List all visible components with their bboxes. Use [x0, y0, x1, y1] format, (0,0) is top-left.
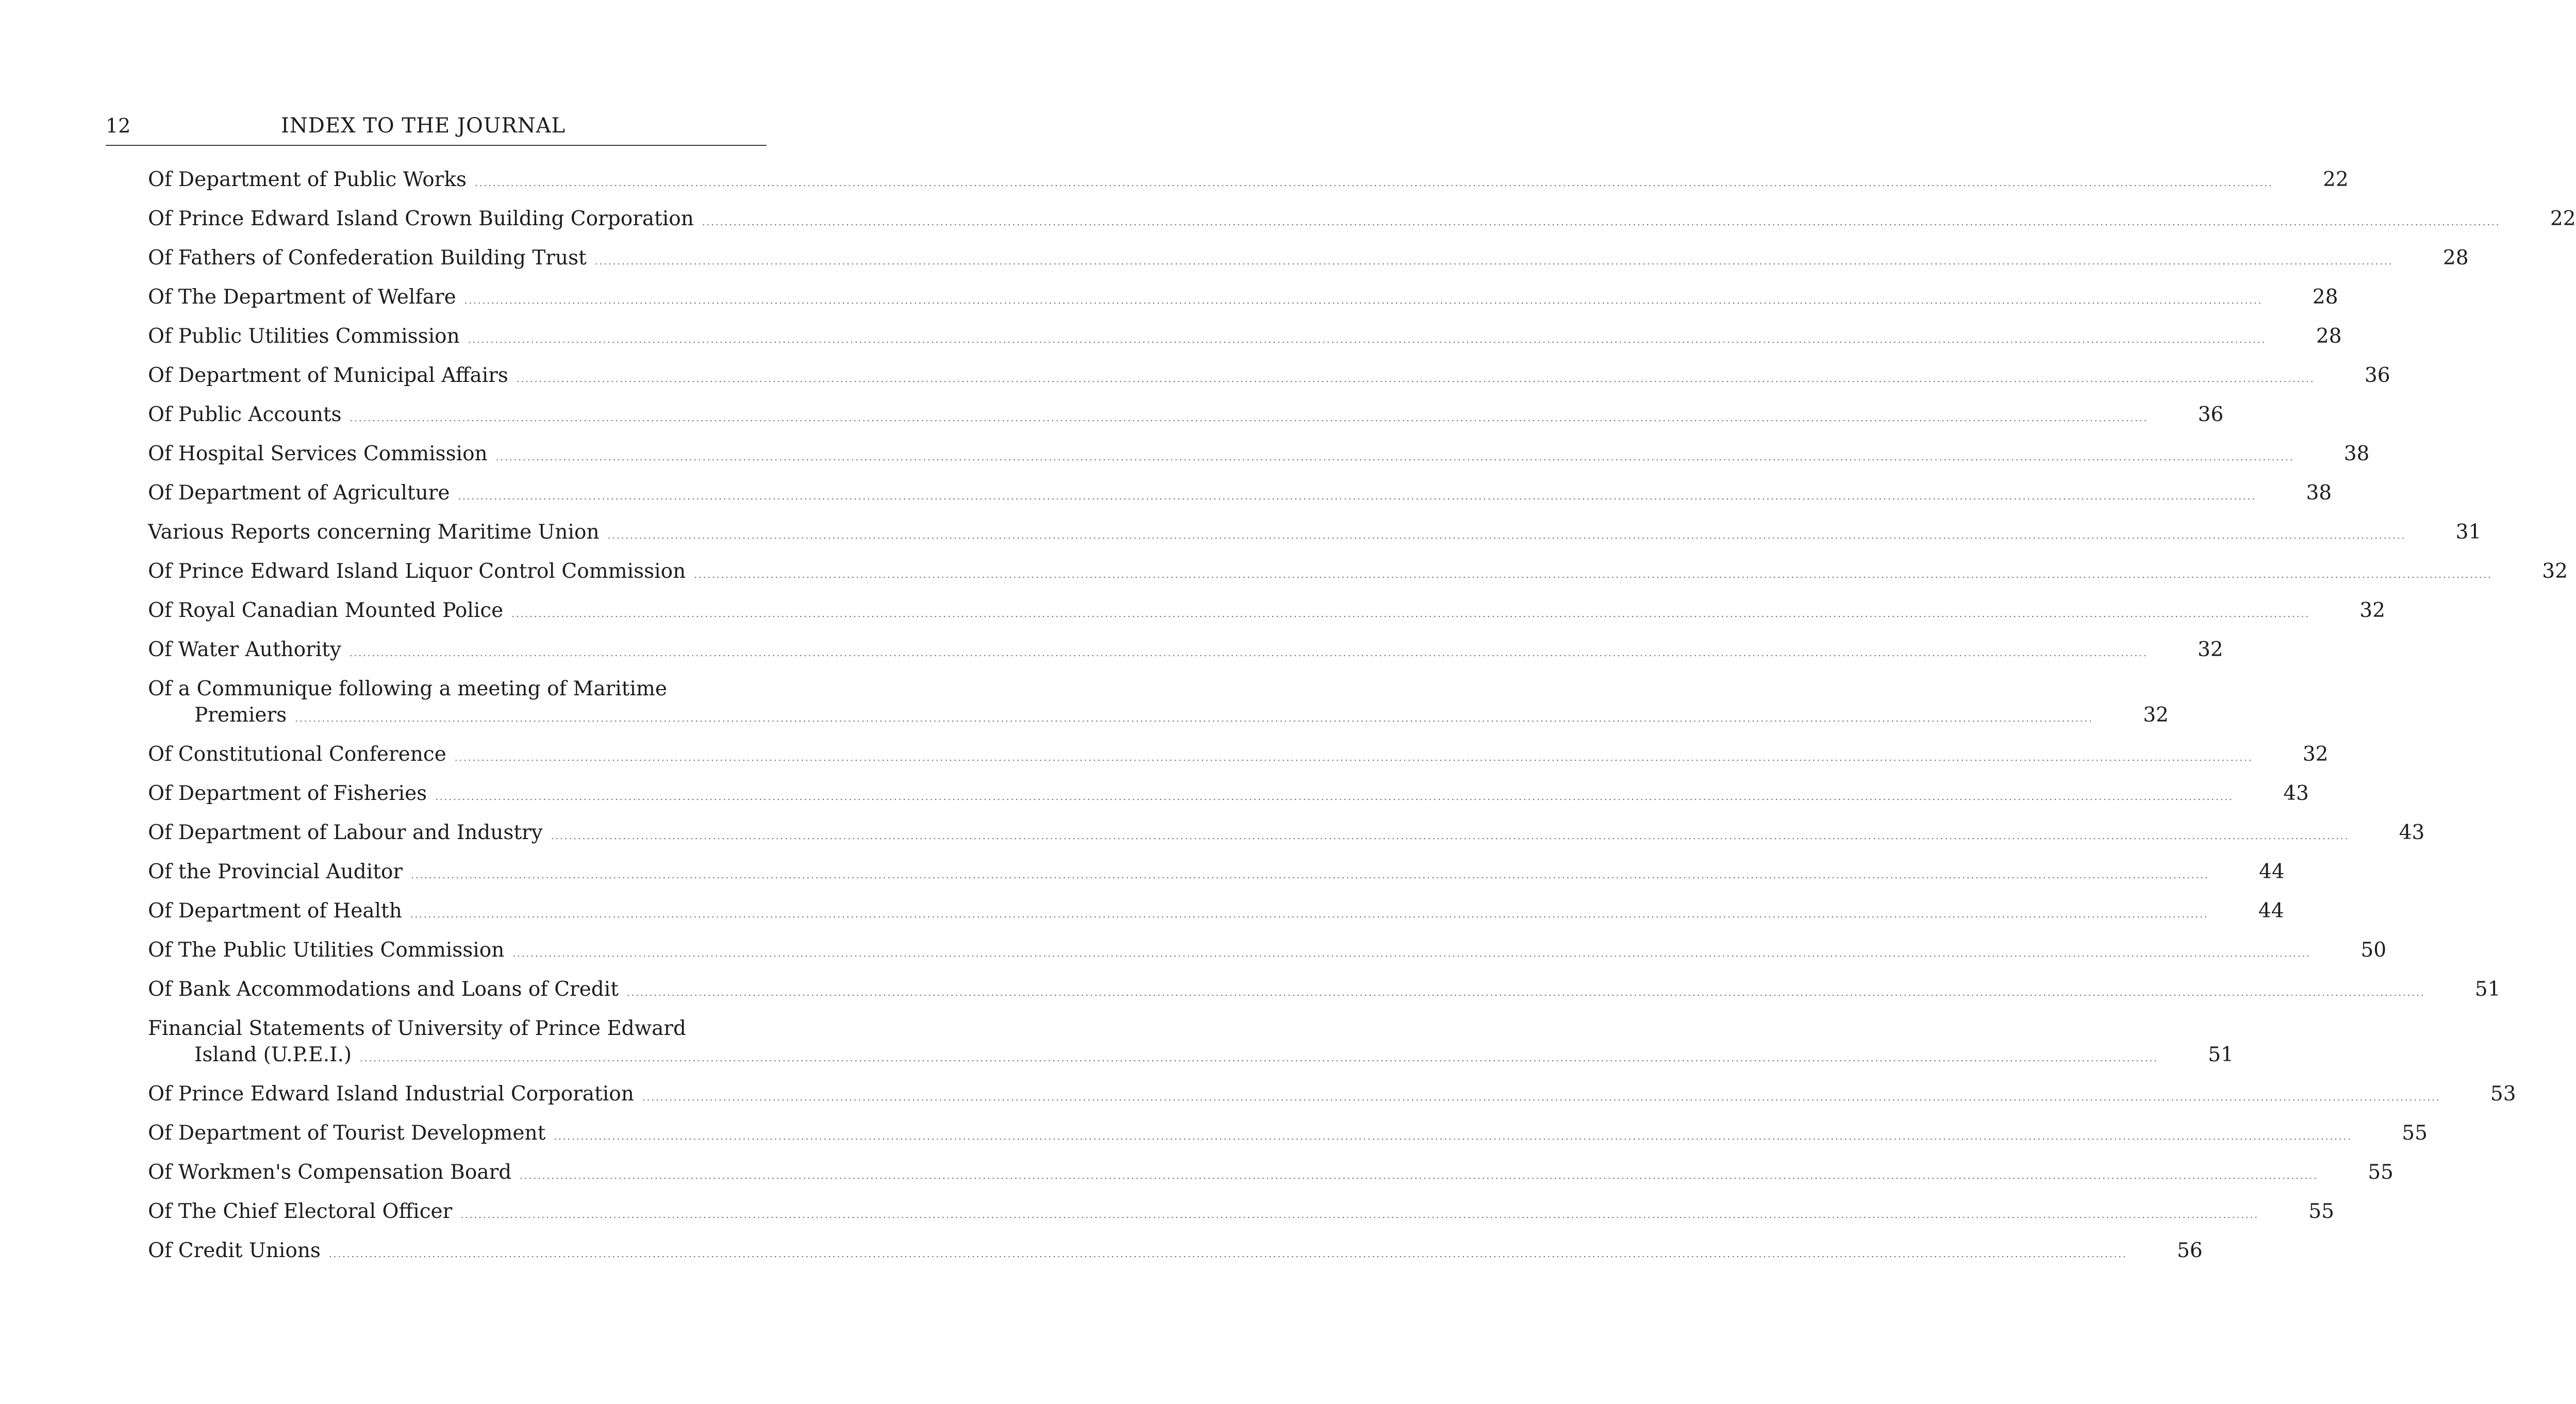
index-entry	[148, 1198, 2334, 1238]
index-entry-page: 56	[2176, 1239, 2203, 1262]
index-entry	[148, 558, 2568, 597]
index-entry-label: Various Reports concerning Maritime Union	[148, 521, 600, 544]
index-entry-label: Of Credit Unions	[148, 1239, 321, 1262]
index-entry-line	[148, 166, 2349, 193]
index-entry-label: Of Prince Edward Island Industrial Corporation	[148, 1082, 634, 1106]
index-entry	[148, 937, 2387, 976]
dot-leader: ................................................................................................................................................................................................................................................................................................................................................................................................................	[295, 713, 2093, 724]
dot-leader: ................................................................................................................................................................................................................................................................................................................................................................................................................	[350, 413, 2149, 424]
index-entry-page: 36	[2364, 364, 2390, 387]
index-entry-label: Of the Provincial Auditor	[148, 860, 403, 883]
index-entry-line	[194, 1042, 2234, 1068]
index-entry-continuation: Island (U.P.E.I.)	[194, 1043, 352, 1066]
index-entry-label: Of Fathers of Confederation Building Trust	[148, 246, 587, 270]
header-rule	[106, 145, 767, 146]
index-entry-label: Of a Communique following a meeting of Maritime	[148, 677, 667, 700]
running-head: INDEX TO THE JOURNAL	[280, 114, 566, 138]
index-entry-continuation: Premiers	[194, 704, 287, 727]
index-entry-page: 32	[2197, 638, 2223, 661]
index-entry-label: Of Public Utilities Commission	[148, 325, 460, 348]
dot-leader: ................................................................................................................................................................................................................................................................................................................................................................................................................	[495, 452, 2295, 463]
index-entry-page: 43	[2283, 782, 2309, 805]
index-entry	[148, 1120, 2428, 1159]
index-entry-line	[148, 976, 2501, 1003]
index-entry-page: 50	[2361, 939, 2387, 962]
page-number: 12	[106, 114, 131, 137]
index-entry-label: Of Workmen's Compensation Board	[148, 1161, 512, 1184]
index-entry-line	[148, 284, 2338, 311]
index-entry-line	[148, 441, 2370, 467]
index-entry-page: 43	[2399, 821, 2425, 844]
index-entry-line	[148, 519, 2482, 546]
index-entry-label: Of Department of Agriculture	[148, 481, 450, 505]
index-entry	[148, 245, 2469, 284]
index-entry-label: Of Department of Public Works	[148, 168, 467, 191]
index-entry-line	[148, 780, 2309, 807]
dot-leader: ................................................................................................................................................................................................................................................................................................................................................................................................................	[642, 1092, 2441, 1103]
index-entry-label: Of Hospital Services Commission	[148, 442, 488, 465]
dot-leader: ................................................................................................................................................................................................................................................................................................................................................................................................................	[516, 374, 2315, 385]
dot-leader: ................................................................................................................................................................................................................................................................................................................................................................................................................	[551, 831, 2350, 842]
index-entry	[148, 362, 2390, 402]
index-entry-page: 32	[2542, 560, 2568, 583]
index-entry	[148, 780, 2309, 820]
index-entry-page: 32	[2359, 599, 2385, 622]
index-entry-page: 38	[2306, 481, 2332, 505]
index-entry	[148, 1238, 2203, 1277]
index-entry-line	[148, 558, 2568, 585]
index-entry-page: 38	[2344, 442, 2370, 465]
index-entry-line	[148, 402, 2224, 428]
index-entry-line	[148, 937, 2387, 964]
index-entry-label: Of The Department of Welfare	[148, 286, 456, 309]
index-entry-page: 53	[2490, 1082, 2516, 1106]
index-entry-label: Of The Chief Electoral Officer	[148, 1200, 453, 1223]
index-entry-page: 44	[2259, 860, 2285, 883]
dot-leader: ................................................................................................................................................................................................................................................................................................................................................................................................................	[694, 570, 2492, 580]
index-entry-label: Of The Public Utilities Commission	[148, 939, 505, 962]
index-entry	[148, 206, 2576, 245]
index-entry	[148, 480, 2332, 519]
index-entry	[148, 402, 2224, 441]
index-entry-label: Of Constitutional Conference	[148, 743, 446, 766]
index-entry	[148, 820, 2425, 859]
index-entry-label: Of Prince Edward Island Liquor Control Commission	[148, 560, 686, 583]
index-entry	[148, 284, 2338, 323]
index-entry-page: 55	[2368, 1161, 2394, 1184]
index-entry-label: Of Royal Canadian Mounted Police	[148, 599, 504, 622]
index-entry	[148, 859, 2285, 898]
index-entry-page: 31	[2455, 521, 2482, 544]
dot-leader: ................................................................................................................................................................................................................................................................................................................................................................................................................	[464, 295, 2263, 306]
dot-leader: ................................................................................................................................................................................................................................................................................................................................................................................................................	[520, 1171, 2318, 1181]
dot-leader: ................................................................................................................................................................................................................................................................................................................................................................................................................	[410, 909, 2209, 920]
index-entry-line	[148, 206, 2576, 232]
dot-leader: ................................................................................................................................................................................................................................................................................................................................................................................................................	[511, 609, 2310, 620]
dot-leader: ................................................................................................................................................................................................................................................................................................................................................................................................................	[554, 1131, 2352, 1142]
index-entry-line	[148, 362, 2390, 389]
index-entry-label: Of Department of Labour and Industry	[148, 821, 543, 844]
index-entry-line	[148, 1081, 2516, 1108]
index-entry-page: 32	[2143, 704, 2169, 727]
dot-leader: ................................................................................................................................................................................................................................................................................................................................................................................................................	[626, 988, 2425, 998]
index-entry-label: Of Department of Fisheries	[148, 782, 427, 805]
dot-leader: ................................................................................................................................................................................................................................................................................................................................................................................................................	[468, 335, 2267, 345]
page-header	[106, 110, 767, 141]
index-entry-line	[148, 480, 2332, 507]
index-entry-line	[148, 1238, 2203, 1264]
dot-leader: ................................................................................................................................................................................................................................................................................................................................................................................................................	[454, 753, 2253, 763]
index-entry-label: Of Department of Tourist Development	[148, 1122, 546, 1145]
dot-leader: ................................................................................................................................................................................................................................................................................................................................................................................................................	[460, 1210, 2259, 1221]
index-entry-label: Of Department of Health	[148, 899, 402, 923]
index-entry-line	[148, 637, 2223, 663]
index-entry-line	[148, 859, 2285, 885]
index-entry-line	[148, 1159, 2394, 1186]
index-entry-line	[148, 1198, 2334, 1225]
index-entry-line	[148, 820, 2425, 846]
index-entry-page: 28	[2442, 246, 2469, 270]
dot-leader: ................................................................................................................................................................................................................................................................................................................................................................................................................	[702, 217, 2501, 228]
dot-leader: ................................................................................................................................................................................................................................................................................................................................................................................................................	[435, 792, 2234, 803]
dot-leader: ................................................................................................................................................................................................................................................................................................................................................................................................................	[349, 648, 2148, 659]
index-entry-page: 36	[2198, 403, 2224, 426]
index-entry	[148, 741, 2329, 780]
index-entry-label: Of Public Accounts	[148, 403, 342, 426]
index-entry	[148, 166, 2349, 206]
index-entry-page: 51	[2474, 978, 2501, 1001]
index-entry	[148, 1081, 2516, 1120]
index-entry	[148, 637, 2223, 676]
index-entry-line	[148, 323, 2342, 350]
index-entry-label: Of Water Authority	[148, 638, 341, 661]
dot-leader: ................................................................................................................................................................................................................................................................................................................................................................................................................	[607, 530, 2406, 541]
index-entries	[148, 166, 2576, 1277]
index-entry-page: 55	[2308, 1200, 2334, 1223]
index-entry-page: 22	[2550, 207, 2576, 230]
dot-leader: ................................................................................................................................................................................................................................................................................................................................................................................................................	[594, 256, 2394, 267]
index-entry	[148, 1159, 2394, 1198]
index-entry-line	[148, 1120, 2428, 1147]
index-entry-page: 28	[2316, 325, 2342, 348]
index-entry	[148, 1015, 2234, 1081]
index-entry	[148, 976, 2501, 1015]
index-entry-page: 32	[2302, 743, 2329, 766]
index-entry	[148, 676, 2169, 741]
index-entry-line	[148, 741, 2329, 768]
dot-leader: ................................................................................................................................................................................................................................................................................................................................................................................................................	[360, 1053, 2158, 1064]
dot-leader: ................................................................................................................................................................................................................................................................................................................................................................................................................	[411, 870, 2209, 881]
index-entry-line	[148, 245, 2469, 272]
dot-leader: ................................................................................................................................................................................................................................................................................................................................................................................................................	[328, 1249, 2128, 1260]
index-entry-page: 55	[2402, 1122, 2428, 1145]
index-entry	[148, 597, 2385, 637]
index-entry-line	[148, 898, 2284, 925]
index-entry	[148, 519, 2482, 558]
index-entry-page: 51	[2208, 1043, 2234, 1066]
dot-leader: ................................................................................................................................................................................................................................................................................................................................................................................................................	[512, 948, 2312, 959]
index-entry	[148, 323, 2342, 362]
index-entry-page: 22	[2323, 168, 2349, 191]
index-entry-page: 44	[2258, 899, 2284, 923]
index-entry	[148, 441, 2370, 480]
dot-leader: ................................................................................................................................................................................................................................................................................................................................................................................................................	[458, 491, 2257, 502]
index-entry-page: 28	[2312, 286, 2338, 309]
index-entry-line	[148, 597, 2385, 624]
dot-leader: ................................................................................................................................................................................................................................................................................................................................................................................................................	[474, 178, 2273, 189]
index-entry	[148, 898, 2284, 937]
index-entry-label: Financial Statements of University of Prince Edward	[148, 1017, 687, 1040]
index-entry-label: Of Bank Accommodations and Loans of Credit	[148, 978, 619, 1001]
index-entry-line	[194, 702, 2169, 729]
index-entry-label: Of Department of Municipal Affairs	[148, 364, 508, 387]
index-entry-label: Of Prince Edward Island Crown Building Corporation	[148, 207, 694, 230]
